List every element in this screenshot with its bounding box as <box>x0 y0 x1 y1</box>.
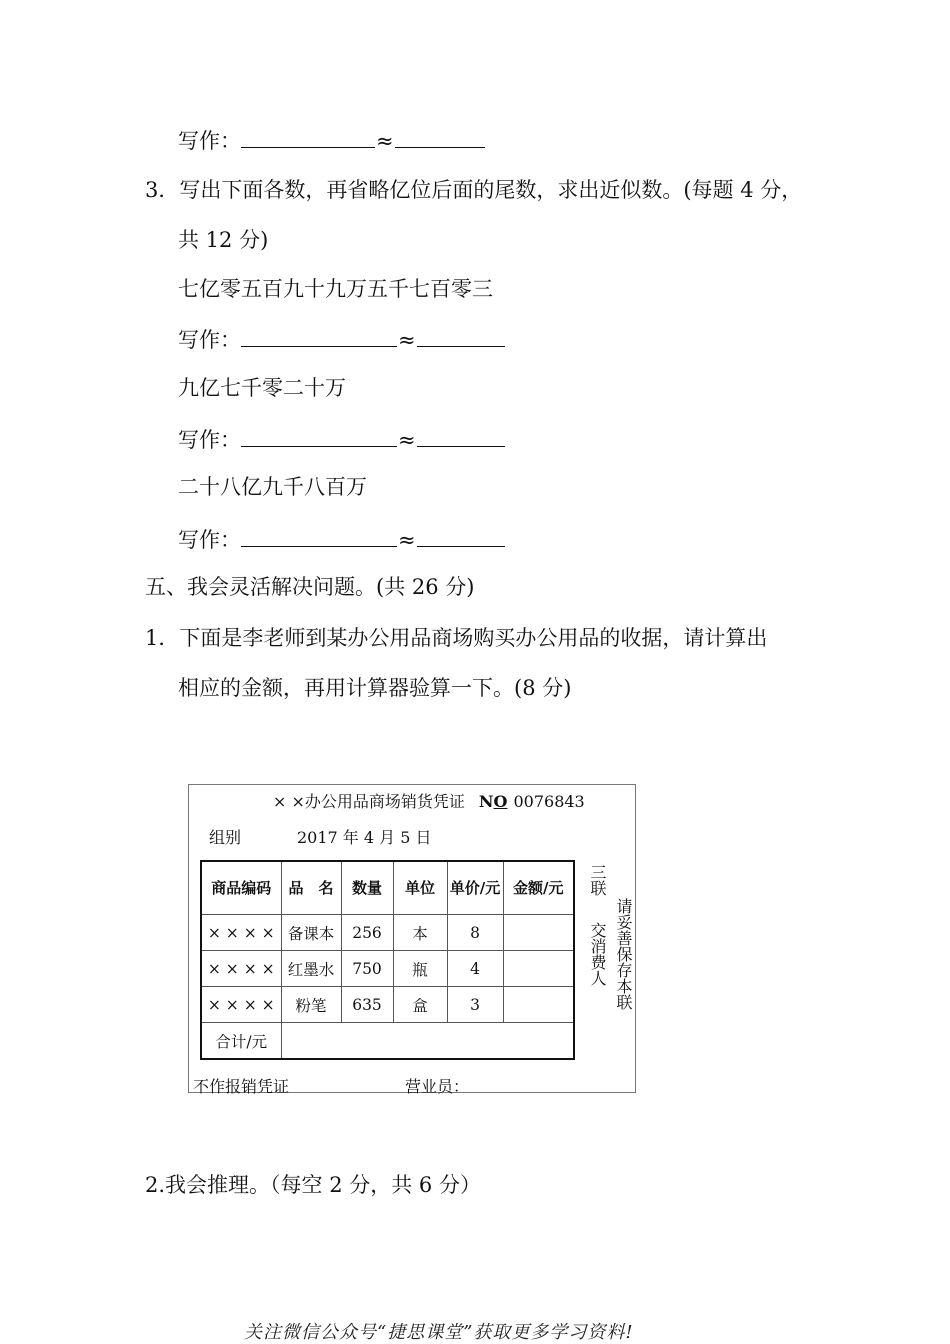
header-unit: 单位 <box>393 861 447 915</box>
question-3-line-2: 共 12 分) <box>178 228 269 252</box>
answer-blank[interactable] <box>241 528 397 547</box>
cell-qty: 256 <box>341 915 393 951</box>
header-price: 单价/元 <box>447 861 503 915</box>
approx-blank[interactable] <box>417 528 505 547</box>
total-label: 合计/元 <box>201 1023 281 1060</box>
approx-sign: ≈ <box>376 129 394 153</box>
header-name: 品 名 <box>281 861 341 915</box>
write-label: 写作： <box>178 328 241 352</box>
write-line-previous <box>178 129 485 152</box>
cell-code: × × × × <box>201 915 281 951</box>
cell-price: 8 <box>447 915 503 951</box>
answer-blank[interactable] <box>241 428 397 447</box>
cell-code: × × × × <box>201 951 281 987</box>
receipt-title-text: × ×办公用品商场销货凭证 <box>273 792 465 811</box>
sales-receipt <box>188 784 636 1096</box>
cell-name: 粉笔 <box>281 987 341 1023</box>
write-line-3 <box>178 528 505 551</box>
number-text-3: 二十八亿九千八百万 <box>178 475 367 499</box>
cell-qty: 750 <box>341 951 393 987</box>
table-row <box>201 915 574 951</box>
write-label: 写作： <box>178 129 241 153</box>
cell-amount[interactable] <box>503 987 574 1023</box>
group-label: 组别 <box>209 828 242 847</box>
table-row <box>201 987 574 1023</box>
answer-blank[interactable] <box>241 129 375 148</box>
keep-notice-text: 请妥善保存本联 <box>614 898 633 1010</box>
write-label: 写作： <box>178 428 241 452</box>
cell-amount[interactable] <box>503 915 574 951</box>
total-value[interactable] <box>281 1023 574 1060</box>
receipt-title <box>273 789 585 812</box>
cell-qty: 635 <box>341 987 393 1023</box>
write-line-1 <box>178 328 505 351</box>
cell-unit: 本 <box>393 915 447 951</box>
receipt-date: 2017 年 4 月 5 日 <box>297 828 432 847</box>
table-header-row <box>201 861 574 915</box>
number-text-1: 七亿零五百九十九万五千七百零三 <box>178 277 493 301</box>
write-line-2 <box>178 428 505 451</box>
write-label: 写作： <box>178 528 241 552</box>
total-row <box>201 1023 574 1060</box>
approx-blank[interactable] <box>417 328 505 347</box>
section-5-heading: 五、我会灵活解决问题。(共 26 分) <box>145 575 475 599</box>
receipt-no-label: NO <box>478 792 508 811</box>
approx-sign: ≈ <box>398 428 416 452</box>
cell-price: 4 <box>447 951 503 987</box>
cell-unit: 瓶 <box>393 951 447 987</box>
copy-recipient-text: 交消费人 <box>588 922 607 986</box>
clerk-label: 营业员： <box>405 1077 470 1096</box>
approx-blank[interactable] <box>395 129 485 148</box>
question-1-line-2: 相应的金额，再用计算器验算一下。(8 分) <box>178 676 572 700</box>
header-amount: 金额/元 <box>503 861 574 915</box>
cell-name: 红墨水 <box>281 951 341 987</box>
table-row <box>201 951 574 987</box>
question-2: 2.我会推理。（每空 2 分，共 6 分） <box>145 1173 481 1197</box>
header-code: 商品编码 <box>201 861 281 915</box>
receipt-number: 0076843 <box>513 792 585 811</box>
cell-amount[interactable] <box>503 951 574 987</box>
question-3-line-1: 3．写出下面各数，再省略亿位后面的尾数，求出近似数。(每题 4 分， <box>145 178 803 202</box>
cell-name: 备课本 <box>281 915 341 951</box>
question-1-line-1: 1．下面是李老师到某办公用品商场购买办公用品的收据，请计算出 <box>145 626 768 650</box>
receipt-table <box>200 860 575 1060</box>
copy-number-text: 三联 <box>588 864 607 896</box>
approx-sign: ≈ <box>398 528 416 552</box>
header-qty: 数量 <box>341 861 393 915</box>
cell-unit: 盒 <box>393 987 447 1023</box>
not-reimbursement-note: 不作报销凭证 <box>193 1077 290 1096</box>
approx-sign: ≈ <box>398 328 416 352</box>
cell-code: × × × × <box>201 987 281 1023</box>
footer-note: 关注微信公众号“捷思课堂”获取更多学习资料! <box>244 1322 634 1343</box>
approx-blank[interactable] <box>417 428 505 447</box>
answer-blank[interactable] <box>241 328 397 347</box>
number-text-2: 九亿七千零二十万 <box>178 376 346 400</box>
cell-price: 3 <box>447 987 503 1023</box>
